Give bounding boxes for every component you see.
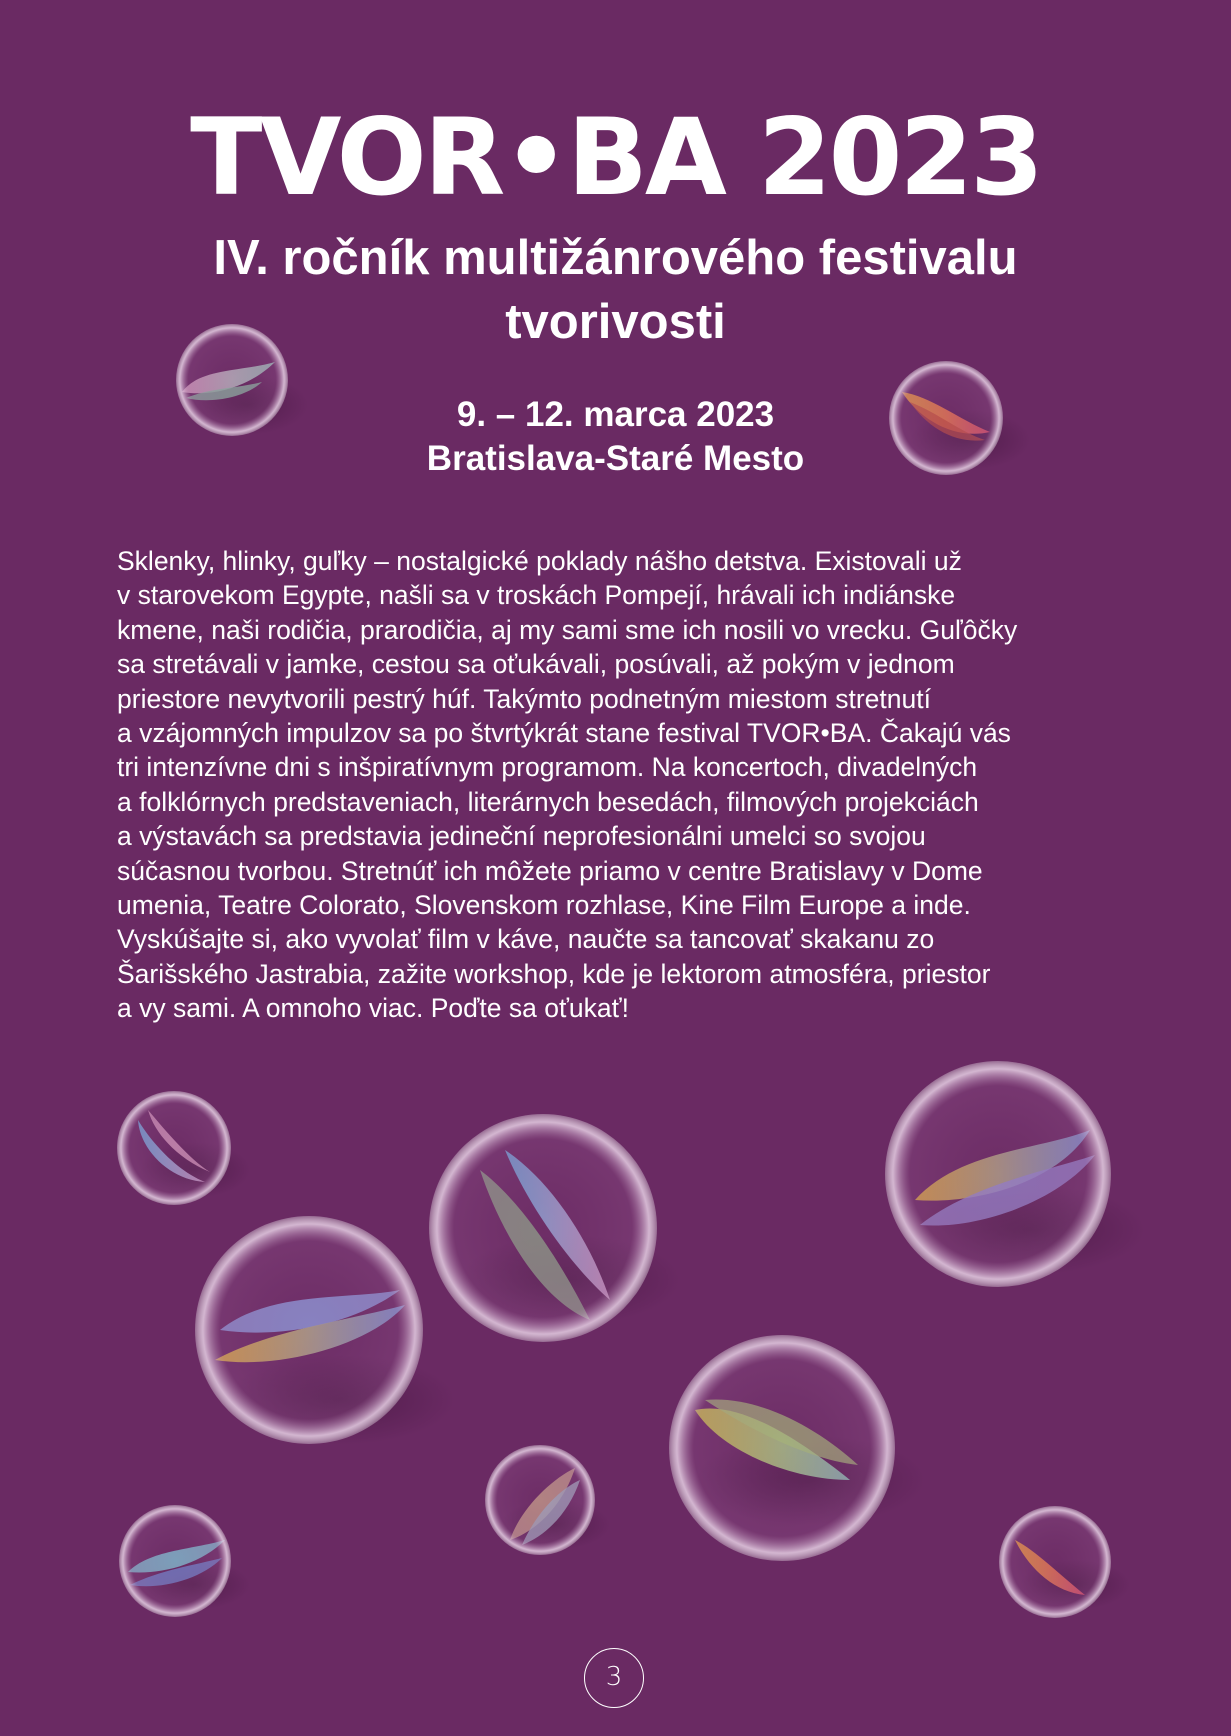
paragraph-line: a folklórnych predstaveniach, literárnych besedách, filmových projekciách bbox=[117, 786, 979, 817]
paragraph-line: umenia, Teatre Colorato, Slovenskom rozhlase, Kine Film Europe a inde. bbox=[117, 890, 971, 921]
paragraph-line: tri intenzívne dni s inšpiratívnym programom. Na koncertoch, divadelných bbox=[117, 752, 978, 783]
page-number: 3 bbox=[584, 1648, 644, 1708]
paragraph-line: a vzájomných impulzov sa po štvrtýkrát stane festival TVOR•BA. Čakajú vás bbox=[117, 718, 1011, 749]
paragraph-line: súčasnou tvorbou. Stretnúť ich môžete priamo v centre Bratislavy v Dome bbox=[117, 855, 983, 886]
paragraph-line: sa stretávali v jamke, cestou sa oťukávali, posúvali, až pokým v jednom bbox=[117, 649, 955, 680]
marble-8 bbox=[485, 1445, 610, 1555]
paragraph-line: v starovekom Egypte, našli sa v troskách Pompejí, hrávali ich indiánske bbox=[117, 580, 956, 611]
paragraph-line: Sklenky, hlinky, guľky – nostalgické poklady nášho detstva. Existovali už bbox=[117, 546, 962, 576]
marble-6 bbox=[195, 1216, 455, 1445]
paragraph-line: priestore nevytvorili pestrý húf. Takýmto podnetným miestom stretnutí bbox=[117, 683, 931, 714]
paragraph-line: Vyskúšajte si, ako vyvolať film v káve, naučte sa tancovať skakanu zo bbox=[117, 924, 935, 955]
marble-3 bbox=[117, 1091, 250, 1205]
page-title: TVOR•BA 2023 bbox=[190, 96, 1041, 219]
marble-4 bbox=[429, 1114, 680, 1342]
marble-5 bbox=[885, 1061, 1145, 1287]
paragraph-line: a výstavách sa predstavia jedineční neprofesionálni umelci so svojou bbox=[117, 821, 926, 852]
festival-dates: 9. – 12. marca 2023 bbox=[456, 395, 775, 434]
marble-9 bbox=[119, 1505, 250, 1617]
paragraph-line: Šarišského Jastrabia, zažite workshop, kde je lektorom atmosféra, priestor bbox=[117, 958, 991, 989]
intro-paragraph bbox=[117, 544, 1127, 1026]
paragraph-line: a vy sami. A omnoho viac. Poďte sa oťukať! bbox=[117, 993, 629, 1024]
paragraph-line: kmene, naši rodičia, prarodičia, aj my sami sme ich nosili vo vrecku. Guľôčky bbox=[117, 614, 1018, 645]
festival-place: Bratislava-Staré Mesto bbox=[426, 439, 805, 478]
festival-subtitle: IV. ročník multižánrového festivalu tvorivosti bbox=[213, 231, 1018, 349]
marble-7 bbox=[669, 1335, 925, 1561]
marble-10 bbox=[999, 1506, 1130, 1618]
